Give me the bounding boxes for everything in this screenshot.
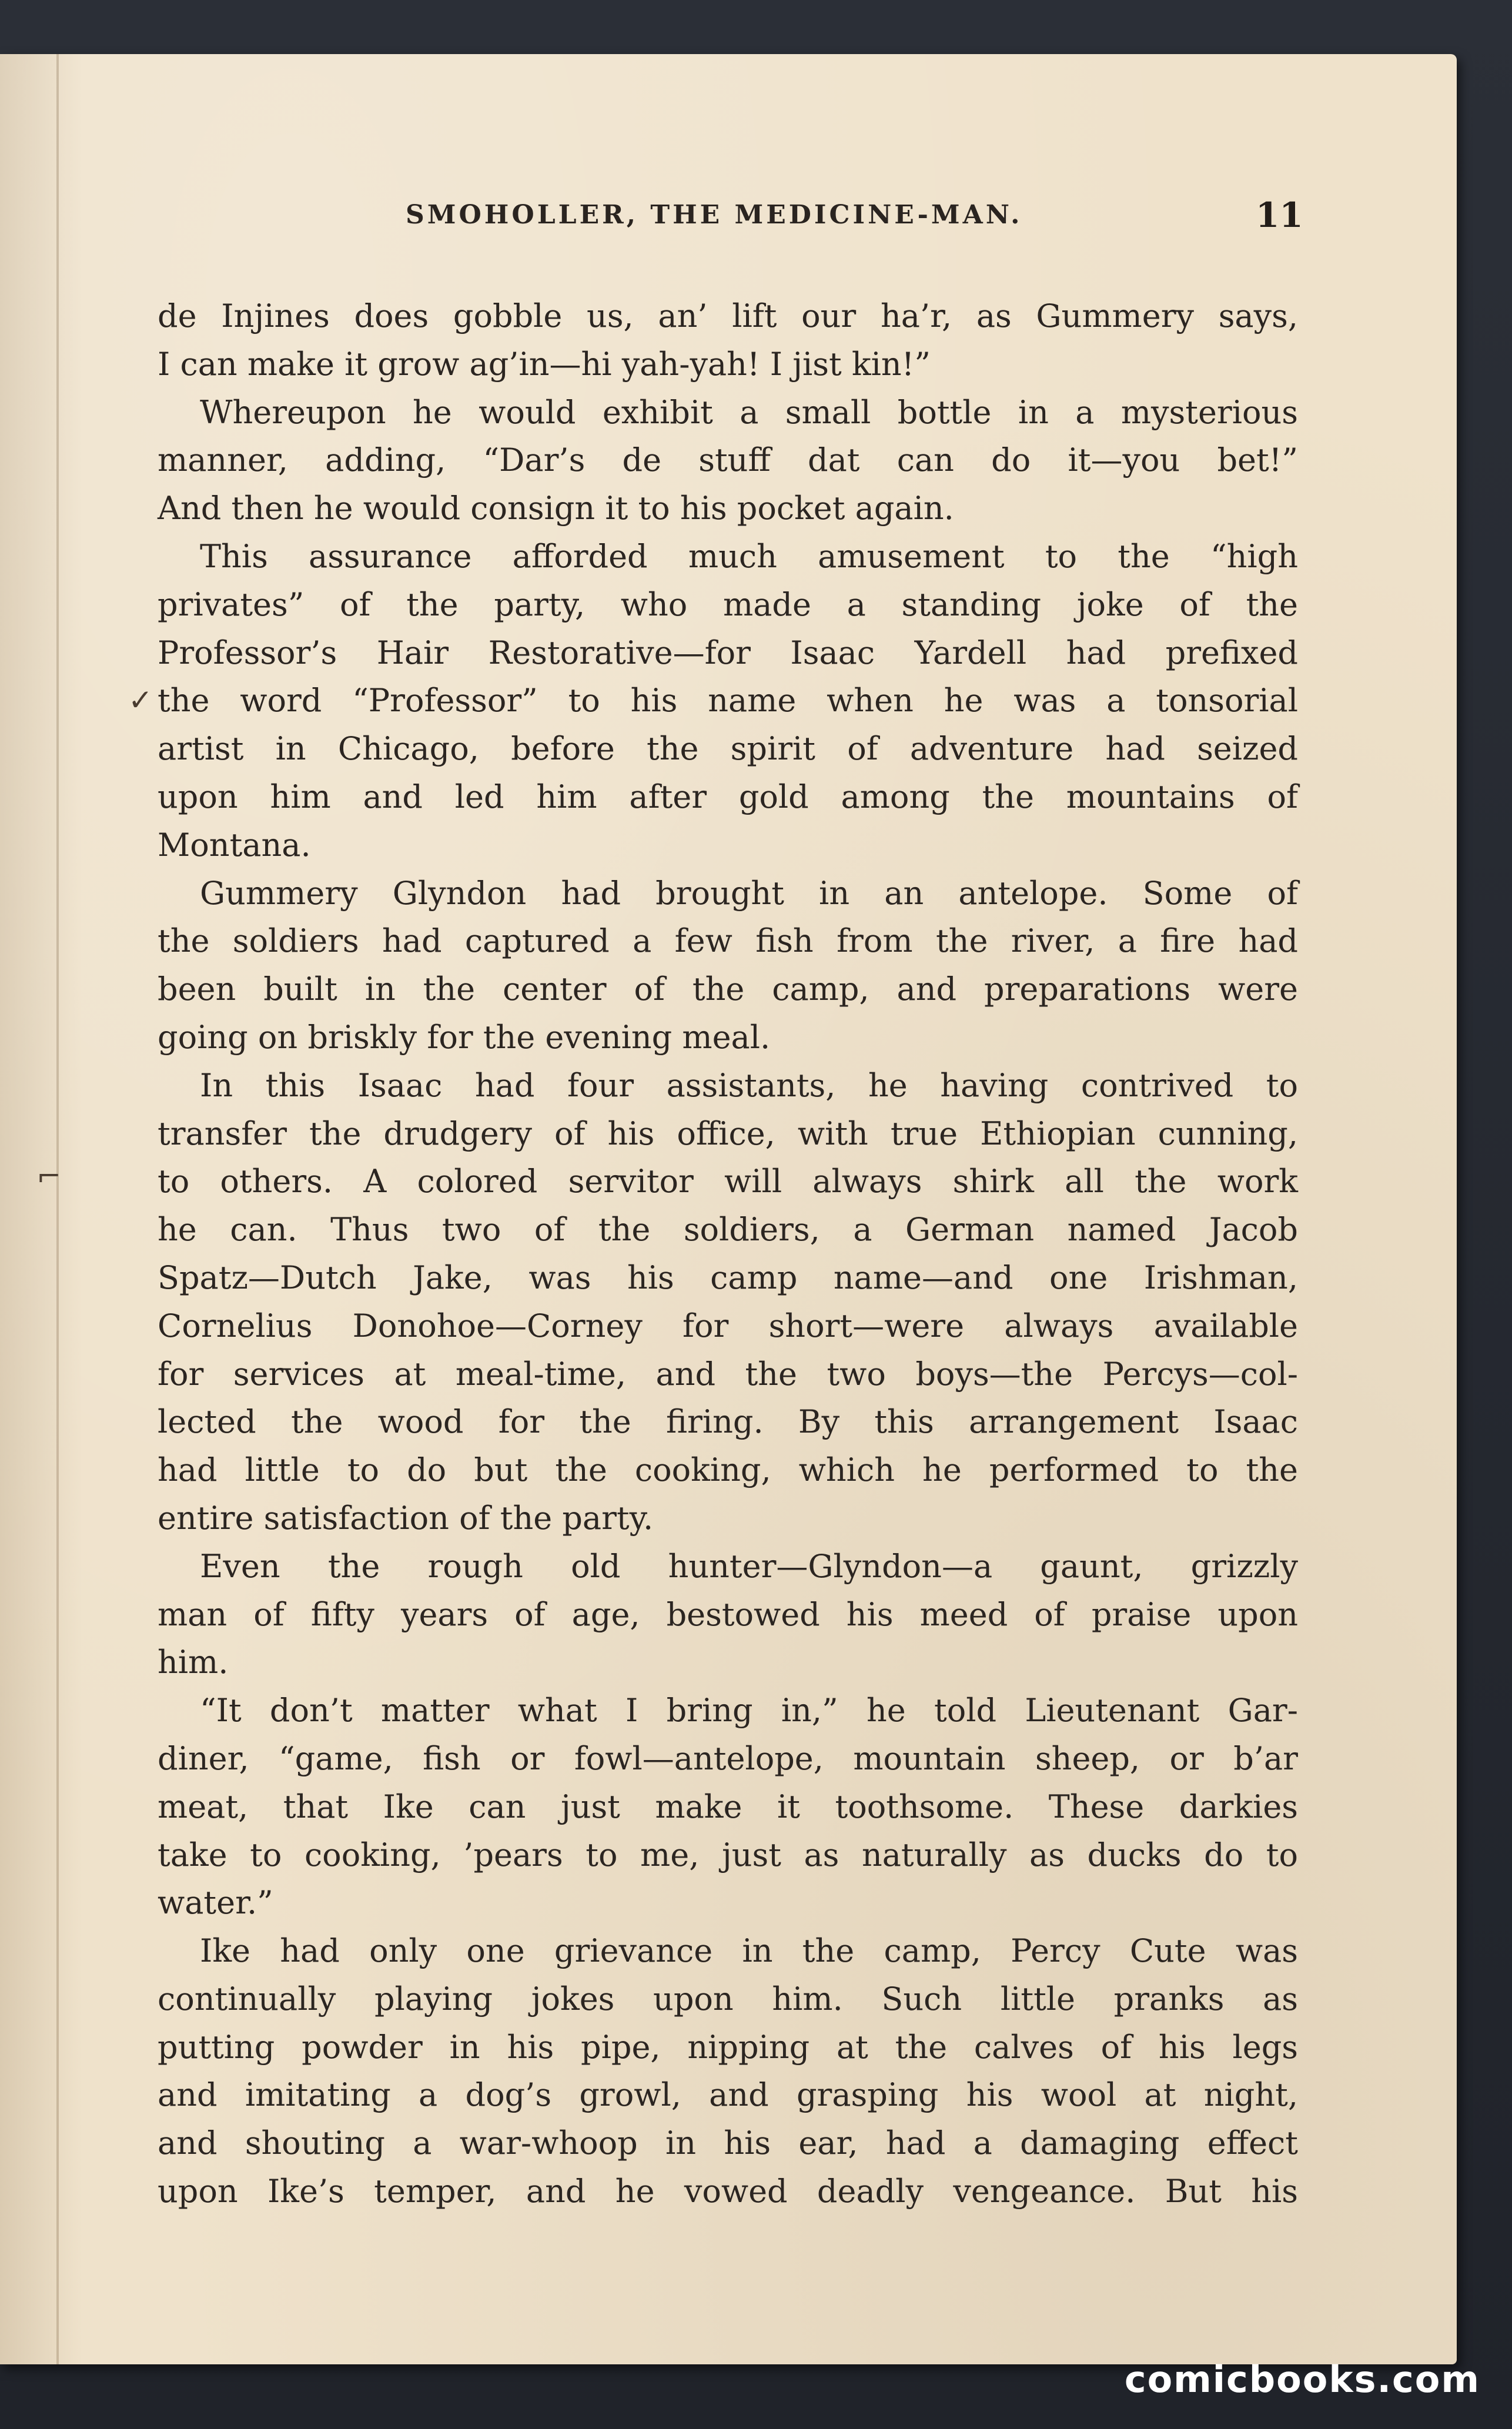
text-line: privates” of the party, who made a standing joke of the: [158, 585, 1298, 623]
text-line: Gummery Glyndon had brought in an antelope. Some of: [200, 874, 1298, 912]
text-line: artist in Chicago, before the spirit of adventure had seized: [158, 730, 1298, 768]
body-text: [158, 292, 1298, 2216]
text-line: had little to do but the cooking, which he performed to the: [158, 1451, 1298, 1489]
text-line: the word “Professor” to his name when he was a tonsorial: [158, 682, 1298, 720]
text-line: take to cooking, ’pears to me, just as naturally as ducks do to: [158, 1836, 1298, 1873]
page-number: 11: [1256, 195, 1303, 235]
text-line: manner, adding, “Dar’s de stuff dat can do it—you bet!”: [158, 441, 1298, 479]
text-line: I can make it grow ag’in—hi yah-yah! I jist kin!”: [158, 345, 931, 383]
text-line: him.: [158, 1644, 229, 1681]
text-line: This assurance afforded much amusement to the “high: [200, 537, 1298, 575]
text-line: Montana.: [158, 826, 311, 864]
text-line: man of fifty years of age, bestowed his meed of praise upon: [158, 1595, 1298, 1633]
margin-pencil-mark: ✓: [128, 683, 153, 717]
text-line: lected the wood for the firing. By this arrangement Isaac: [158, 1403, 1298, 1441]
text-line: entire satisfaction of the party.: [158, 1499, 654, 1537]
text-line: diner, “game, fish or fowl—antelope, mountain sheep, or b’ar: [158, 1739, 1298, 1777]
text-line: to others. A colored servitor will always shirk all the work: [158, 1163, 1298, 1200]
text-line: putting powder in his pipe, nipping at the calves of his legs: [158, 2028, 1298, 2066]
text-line: Professor’s Hair Restorative—for Isaac Yardell had prefixed: [158, 634, 1298, 671]
page-gutter: [56, 54, 59, 2364]
text-line: transfer the drudgery of his office, with true Ethiopian cunning,: [158, 1115, 1298, 1152]
text-line: the soldiers had captured a few fish from the river, a fire had: [158, 922, 1298, 960]
text-line: de Injines does gobble us, an’ lift our ha’r, as Gummery says,: [158, 297, 1298, 334]
text-line: Even the rough old hunter—Glyndon—a gaunt, grizzly: [200, 1547, 1298, 1585]
text-line: been built in the center of the camp, and preparations were: [158, 971, 1298, 1008]
book-page: [0, 54, 1457, 2364]
running-head: SMOHOLLER, THE MEDICINE-MAN.: [406, 200, 1023, 230]
text-line: Whereupon he would exhibit a small bottle in a mysterious: [200, 393, 1298, 431]
text-line: for services at meal-time, and the two boys—the Percys—col-: [158, 1355, 1298, 1393]
text-line: water.”: [158, 1884, 273, 1922]
text-line: continually playing jokes upon him. Such little pranks as: [158, 1980, 1298, 2018]
text-line: upon Ike’s temper, and he vowed deadly vengeance. But his: [158, 2173, 1298, 2210]
text-line: And then he would consign it to his pocket again.: [158, 490, 954, 527]
text-line: Ike had only one grievance in the camp, Percy Cute was: [200, 1932, 1298, 1970]
text-line: meat, that Ike can just make it toothsome. These darkies: [158, 1788, 1298, 1825]
text-line: going on briskly for the evening meal.: [158, 1018, 771, 1056]
text-line: and imitating a dog’s growl, and grasping his wool at night,: [158, 2076, 1298, 2114]
margin-stain-mark: ⌐: [36, 1159, 61, 1193]
text-line: In this Isaac had four assistants, he having contrived to: [200, 1066, 1298, 1104]
watermark: comicbooks.com: [1124, 2358, 1480, 2401]
text-line: Spatz—Dutch Jake, was his camp name—and one Irishman,: [158, 1259, 1298, 1296]
text-line: Cornelius Donohoe—Corney for short—were always available: [158, 1307, 1298, 1344]
text-line: and shouting a war-whoop in his ear, had a damaging effect: [158, 2124, 1298, 2162]
text-line: “It don’t matter what I bring in,” he told Lieutenant Gar-: [200, 1692, 1298, 1729]
text-line: he can. Thus two of the soldiers, a German named Jacob: [158, 1211, 1298, 1249]
text-line: upon him and led him after gold among the mountains of: [158, 778, 1298, 815]
